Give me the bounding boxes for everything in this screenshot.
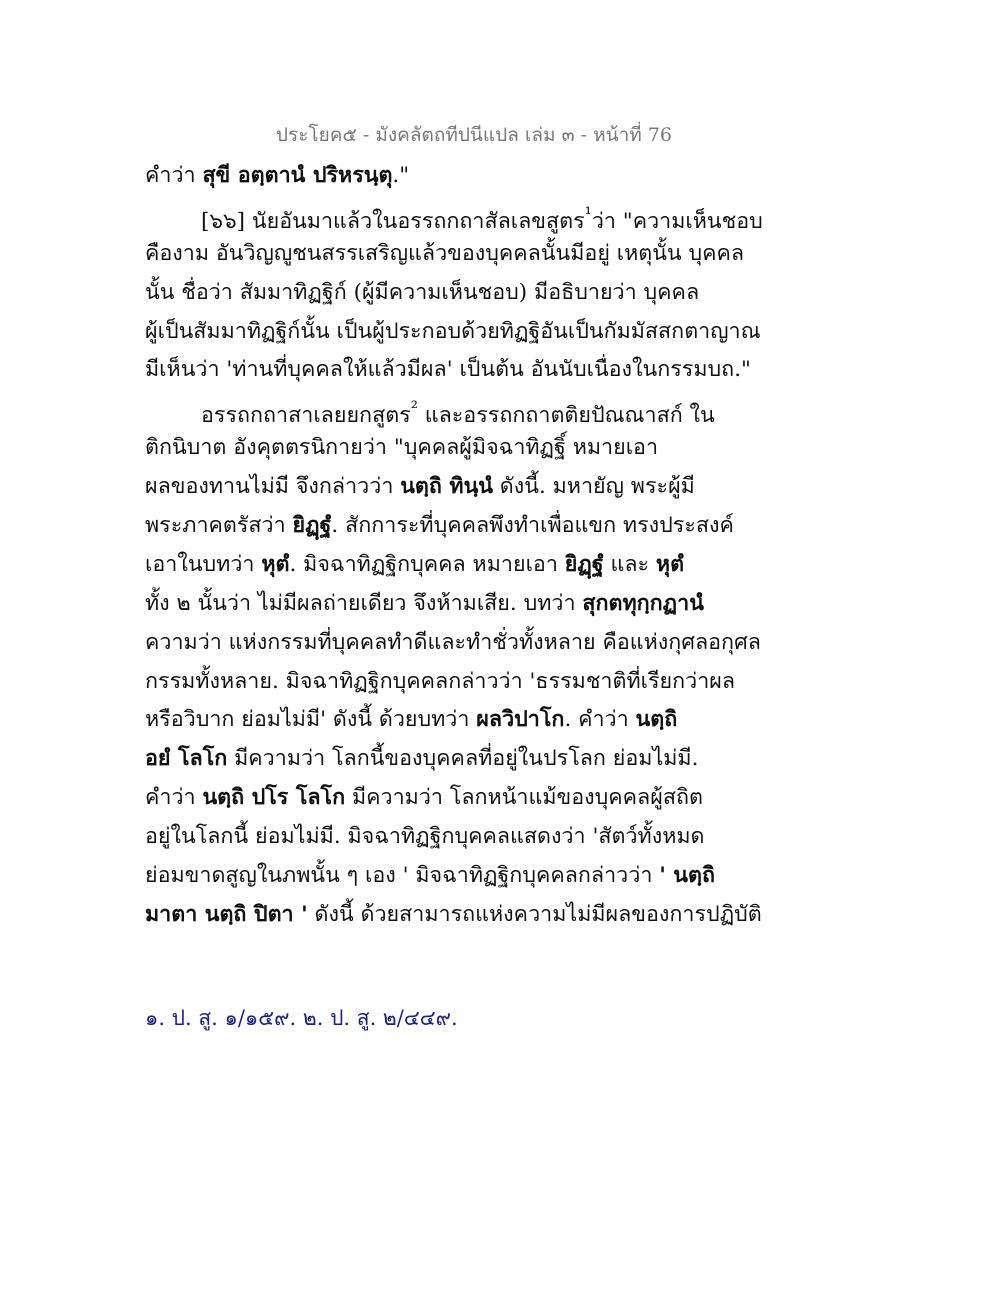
text-line xyxy=(145,740,765,779)
bold-pali-term: นตฺถิ ทินฺนํ xyxy=(400,474,493,500)
text-run: ." xyxy=(392,163,410,188)
text-line xyxy=(145,546,765,585)
text-run: . สักการะที่บุคคลพึงทำเพื่อแขก ทรงประสงค์ xyxy=(331,513,734,539)
text-run: ติกนิบาต อังคุตตรนิกายว่า "บุคคลผู้มิจฉาทิฏฐิ์ หมายเอา xyxy=(145,435,659,461)
bold-pali-term: หุตํ xyxy=(261,551,290,577)
text-run: พระภาคตรัสว่า xyxy=(145,513,293,539)
text-line xyxy=(145,196,765,235)
text-line xyxy=(145,585,765,624)
text-run: คืองาม อันวิญญูชนสรรเสริญแล้วของบุคคลนั้นมีอยู่ เหตุนั้น บุคคล xyxy=(145,240,745,266)
text-run: ความว่า แห่งกรรมที่บุคคลทำดีและทำชั่วทั้งหลาย คือแห่งกุศลอกุศล xyxy=(145,629,761,655)
text-run: อรรถกถาสาเลยยกสูตร xyxy=(201,403,411,429)
text-line xyxy=(145,429,765,468)
text-line xyxy=(145,779,765,818)
text-line xyxy=(145,157,765,196)
text-run: และอรรถกถาตติยปัณณาสก์ ใน xyxy=(417,403,715,429)
text-line xyxy=(145,857,765,896)
bold-pali-term: สุขี อตฺตานํ ปริหรนฺตุ xyxy=(202,163,393,188)
bold-pali-term: หุตํ xyxy=(655,551,685,577)
bold-pali-term: ผลวิปาโก xyxy=(476,707,565,733)
text-run: และ xyxy=(603,551,656,577)
text-line xyxy=(145,701,765,740)
text-line xyxy=(145,624,765,663)
text-line xyxy=(145,663,765,702)
text-line xyxy=(145,351,765,390)
text-run: อยู่ในโลกนี้ ย่อมไม่มี. มิจฉาทิฏฐิกบุคคลแสดงว่า 'สัตว์ทั้งหมด xyxy=(145,824,705,850)
text-run: ว่า "ความเห็นชอบ xyxy=(591,209,763,235)
bold-pali-term: นตฺถิ ปโร โลโก xyxy=(202,785,346,811)
text-run: . คำว่า xyxy=(564,707,636,733)
text-line xyxy=(145,896,765,935)
text-line xyxy=(145,468,765,507)
text-line xyxy=(145,818,765,857)
text-run: ย่อมขาดสูญในภพนั้น ๆ เอง ' มิจฉาทิฏฐิกบุคคลกล่าวว่า xyxy=(145,863,660,889)
text-run: มีเห็นว่า 'ท่านที่บุคคลให้แล้วมีผล' เป็นต้น อันนับเนื่องในกรรมบถ." xyxy=(145,357,751,383)
text-line xyxy=(145,507,765,546)
text-line xyxy=(145,274,765,313)
text-run: เอาในบทว่า xyxy=(145,551,262,577)
text-run: ดังนี้. มหายัญ พระผู้มี xyxy=(492,474,695,500)
text-run: คำว่า xyxy=(145,785,203,811)
text-line xyxy=(145,235,765,274)
text-run: ดังนี้ ด้วยสามารถแห่งความไม่มีผลของการปฏิบัติ xyxy=(307,901,762,927)
bold-pali-term: อยํ โลโก xyxy=(145,746,228,772)
footnotes: ๑. ป. สู. ๑/๑๕๙. ๒. ป. สู. ๒/๔๔๙. xyxy=(145,1006,458,1030)
bold-pali-term: ยิฏฺฐํ xyxy=(564,551,604,577)
text-run: หรือวิบาก ย่อมไม่มี' ดังนี้ ด้วยบทว่า xyxy=(145,707,477,733)
text-run: . มิจฉาทิฏฐิกบุคคล หมายเอา xyxy=(289,551,565,577)
footnote-marker: ² xyxy=(410,398,418,420)
text-run: คำว่า xyxy=(145,163,203,188)
text-run: นั้น ชื่อว่า สัมมาทิฏฐิก์ (ผู้มีความเห็นชอบ) มีอธิบายว่า บุคคล xyxy=(145,279,700,305)
page-header: ประโยค๕ - มังคลัตถทีปนีแปล เล่ม ๓ - หน้าที่ 76 xyxy=(275,124,672,146)
text-run: มีความว่า โลกหน้าแม้ของบุคคลผู้สถิต xyxy=(345,785,703,811)
text-run: มีความว่า โลกนี้ของบุคคลที่อยู่ในปรโลก ย่อมไม่มี. xyxy=(227,746,699,772)
bold-pali-term: มาตา นตฺถิ ปิตา ' xyxy=(145,901,308,927)
text-run: กรรมทั้งหลาย. มิจฉาทิฏฐิกบุคคลกล่าวว่า 'ธรรมชาติที่เรียกว่าผล xyxy=(145,668,736,694)
bold-pali-term: สุกตทุกฺกฏานํ xyxy=(582,590,704,616)
footnote-marker: ¹ xyxy=(584,203,592,225)
text-run: ผู้เป็นสัมมาทิฏฐิก์นั้น เป็นผู้ประกอบด้วยทิฏฐิอันเป็นกัมมัสสกตาญาณ xyxy=(145,318,761,344)
text-line xyxy=(145,390,765,429)
text-run: ผลของทานไม่มี จึงกล่าวว่า xyxy=(145,474,401,500)
text-run: ทั้ง ๒ นั้นว่า ไม่มีผลถ่ายเดียว จึงห้ามเสีย. บทว่า xyxy=(145,590,583,616)
body-text xyxy=(145,157,765,935)
bold-pali-term: นตฺถิ xyxy=(635,707,678,733)
text-line xyxy=(145,313,765,352)
text-run: [๖๖] นัยอันมาแล้วในอรรถกถาสัลเลขสูตร xyxy=(201,209,585,235)
bold-pali-term: ยิฏฺฐํ xyxy=(292,513,332,539)
bold-pali-term: ' นตฺถิ xyxy=(659,863,715,889)
